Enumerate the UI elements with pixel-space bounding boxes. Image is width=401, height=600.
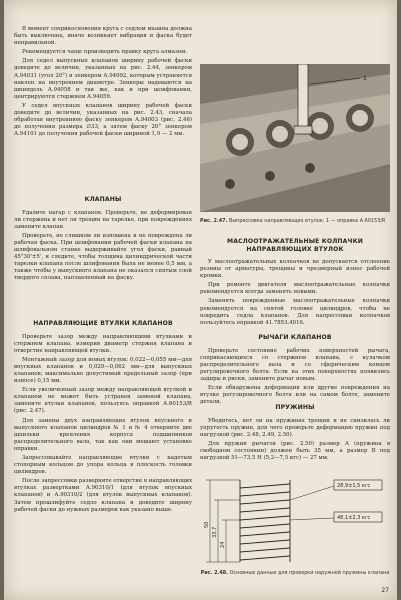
section-heading-levers: РЫЧАГИ КЛАПАНОВ <box>258 334 332 341</box>
page-number: 27 <box>381 587 389 594</box>
section-heading-valves: КЛАПАНЫ <box>84 196 122 203</box>
paragraph: У маслоотражательных колпачков не допускается отслоение резины от арматуры, трещины и чрезмерный износ рабочей кромки. <box>200 259 390 280</box>
paragraph: У седел впускных клапанов ширину рабочей фаски доведите до величин, указанных на рис. 2.43, сначала обработав внутреннюю фаску зенкером А.94003 (рис. 2.46) до получения размера ∅33, а затем фаску 20° зенкером А.94101 до получения рабочей фаски шириной 1,9 — 2 мм. <box>14 102 192 138</box>
paragraph: Для пружин рычагов (рис. 2.50) размер A (пружина в свободном состоянии) должен быть 35 мм, а размер B под нагрузкой 51—73,5 Н (5,2—7,5 кгс) — 27 мм. <box>200 440 390 461</box>
cylinder-head-photo <box>200 64 390 212</box>
paragraph: При ремонте двигателя маслоотражательные колпачки рекомендуется всегда заменять новыми. <box>200 282 390 296</box>
paragraph: Проверьте зазор между направляющими втулками и стержнем клапана, измерив диаметр стержня клапана и отверстие направляющей втулки. <box>14 333 192 354</box>
figure-2-48-caption <box>200 570 390 576</box>
paragraph: Убедитесь, нет ли на пружинах трещин и не снизилась ли упругость пружин, для чего проверьте деформацию пружин под нагрузкой (рис. 2.48, 2.49, 2.50). <box>200 417 390 438</box>
paragraph: В момент соприкосновения круга с седлом мааина должна быть выключена, иначе возникнет вибрация и фаска будет неправильной. <box>14 26 192 47</box>
paragraph: После запрессовки разверните отверстие в направляющих втулках развертками А.90310/1 (для втулок впускных клапанов) и А.90310/2 (для втулок выпускных клапанов). Затем прошлифуйте седло клапана и доведите ширину рабочей фаски до нужных размеров как указано выше. <box>14 478 192 513</box>
figure-2-47-caption <box>200 218 390 224</box>
load-label-1: 28,9±1,5 кгс <box>337 483 371 489</box>
paragraph: Для седел выпускных клапанов ширину рабочей фаски доведите до величин, указанных на рис. 2.44, зенкером А.94031 (угол 20°) и зенкером А.94092, которым устраняется наклеп на внутреннем диаметре. Зенкеры надеваются на шпиндель А.94058 и так же, как и при шлифовании, центрируются стержнем А.94059. <box>14 58 192 100</box>
caption-number: Рис. 2.47. <box>200 218 228 224</box>
photo-callout-label: 1 <box>363 75 367 82</box>
bushings-section <box>14 320 192 516</box>
paragraph: Проверьте состояние рабочих поверхностей рычага, соприкасающихся со стержнем клапана, с кулачком распределительного вала и со сферическим концом регулировочного болта. Если на этих поверхностях появились задиры и риски, замените рычаг новым. <box>200 347 390 382</box>
valves-section <box>14 196 192 284</box>
intro-section <box>14 26 192 140</box>
paragraph: Запрессовывайте направляющие втулки с надетым стопорным кольцом до упора кольца в плоскость головки цилиндров. <box>14 455 192 476</box>
paragraph: Проверьте, не слишком ли изношена и не повреждена ли рабочая фаска. При шлифовании рабочей фаски клапана на шлифовальном станке выдерживайте угол фаски, равный 45°30'±5', и следите, чтобы толщина цилиндрической части тарелки клапана после шлифования была не менее 0,5 мм, а также чтобы у выпускного клапана не оказался снятым слой твердого сплава, наплавленный на фаску. <box>14 232 192 282</box>
book-page <box>4 0 397 600</box>
figure-2-48 <box>200 472 390 584</box>
caption-number: Рис. 2.48. <box>200 570 229 576</box>
section-heading-springs: ПРУЖИНЫ <box>275 404 315 411</box>
section-heading-bushings: НАПРАВЛЯЮЩИЕ ВТУЛКИ КЛАПАНОВ <box>33 320 173 327</box>
dim-length-1: 33,7 <box>212 526 218 538</box>
springs-section <box>200 404 390 464</box>
caps-section <box>200 238 390 329</box>
spring-diagram <box>200 472 390 568</box>
levers-section <box>200 334 390 408</box>
paragraph: Заменять поврежденные маслоотражательные колпачки рекомендуется на снятой головке цилиндров, чтобы не повредить седла клапанов. Для напрессовки колпачков пользуйтесь оправкой 41.7853.4016. <box>200 298 390 326</box>
figure-2-47-photo <box>200 64 390 212</box>
paragraph: Удалите нагар с клапанов. Проверьте, не деформирован ли стержень и нет ли трещин на тарелке, при повреждениях замените клапан. <box>14 209 192 230</box>
section-heading-caps: МАСЛООТРАЖАТЕЛЬНЫЕ КОЛПАЧКИ НАПРАВЛЯЮЩИХ ВТУЛОК <box>226 238 363 253</box>
paragraph: Если обнаружена деформация или другие повреждения на втулке регулировочного болта или на самом болте, замените детали. <box>200 384 390 406</box>
dim-free-length: 50 <box>204 521 210 528</box>
caption-text: Основные данные для проверки наружной пружины клапана <box>229 570 390 576</box>
caption-text: Выпрессовка направляющих втулок: 1 — оправка А.60153/R <box>228 218 386 224</box>
load-label-2: 48,1±2,3 кгс <box>337 515 371 521</box>
dim-length-2: 24 <box>220 541 226 548</box>
paragraph: Для замены двух направляющих втулок впускного и выпускного клапанов цилиндров № 1 и № 4 отверните две шпильки крепления корпуса подшипников распределительного вала, так как они мешают установке оправки. <box>14 417 192 452</box>
paragraph: Монтажный зазор для новых втулок: 0,022—0,055 мм—для впускных клапанов и 0,029—0,062 мм—для выпускных клапанов; максимально допустимый предельный зазор (при износе) 0,15 мм. <box>14 356 192 385</box>
paragraph: Если увеличенный зазор между направляющей втулкой и клапаном не может быть устранен заменой клапана, замените втулки клапанов, пользуясь оправкой А.60153/R (рис. 2.47). <box>14 387 192 415</box>
paragraph: Рекомендуется чаще производить правку круга алмазом. <box>22 49 187 56</box>
